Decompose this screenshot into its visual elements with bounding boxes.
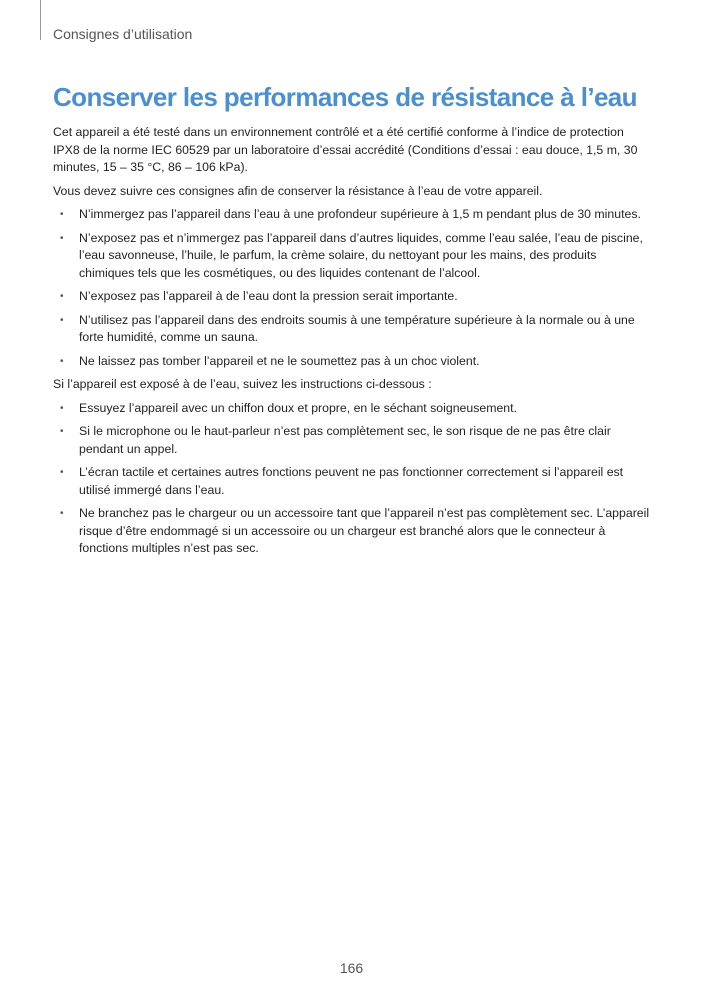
bullet-icon: •	[60, 508, 64, 519]
bullet-icon: •	[60, 355, 64, 367]
bullet-icon: •	[60, 232, 64, 244]
list-item	[53, 423, 653, 458]
list-item-text: Si le microphone ou le haut-parleur n’est pas complètement sec, le son risque de ne pas être clair pendant un appel.	[79, 424, 611, 456]
list-item-text: N’utilisez pas l’appareil dans des endroits soumis à une température supérieure à la normale ou à une forte humidité, comme un sauna.	[79, 312, 635, 344]
list-item	[53, 206, 653, 224]
page-title: Conserver les performances de résistance à l’eau	[53, 82, 637, 112]
list-item-text: Ne branchez pas le chargeur ou un accessoire tant que l’appareil n’est pas complètement sec. L’appareil risque d’être endommagé si un accessoire ou un chargeur est branché alors que le connecteur à fonctions multiples n’est pas sec.	[79, 506, 650, 555]
list-item	[53, 230, 653, 283]
running-header: Consignes d’utilisation	[53, 26, 193, 42]
exposure-intro: Si l’appareil est exposé à de l’eau, suivez les instructions ci-dessous :	[53, 377, 432, 391]
list-item	[53, 505, 653, 558]
bullet-icon: •	[60, 402, 64, 414]
bullet-icon: •	[60, 314, 64, 326]
list-item-text: L’écran tactile et certaines autres fonctions peuvent ne pas fonctionner correctement si l’appareil est utilisé immergé dans l’eau.	[79, 465, 624, 497]
list-item-text: N’exposez pas et n’immergez pas l’appareil dans d’autres liquides, comme l’eau salée, l’eau de piscine, l’eau savonneuse, l’huile, le parfum, la crème solaire, du nettoyant pour les mains, des produits chimiques tels que les cosmétiques, ou des liquides contenant de l’alcool.	[79, 230, 643, 280]
intro-paragraph: Cet appareil a été testé dans un environnement contrôlé et a été certifié conforme à l’indice de protection IPX8 de la norme IEC 60529 par un laboratoire d’essai accrédité (Conditions d’essai : eau douce, 1,5 m, 30 minutes, 15 – 35 °C, 86 – 106 kPa).	[53, 125, 638, 174]
bullet-icon: •	[60, 209, 64, 220]
list-item-text: Essuyez l’appareil avec un chiffon doux et propre, en le séchant soigneusement.	[79, 400, 517, 415]
list-item-text: N’exposez pas l’appareil à de l’eau dont la pression serait importante.	[79, 289, 458, 303]
header-divider	[40, 0, 41, 40]
list-item-text: Ne laissez pas tomber l’appareil et ne le soumettez pas à un choc violent.	[79, 353, 480, 368]
list-item	[53, 400, 653, 418]
exposure-steps-list	[53, 400, 653, 558]
bullet-icon: •	[60, 467, 64, 478]
precautions-list	[53, 206, 653, 370]
bullet-icon: •	[60, 291, 64, 302]
list-item	[53, 312, 653, 347]
list-item-text: N’immergez pas l’appareil dans l’eau à une profondeur supérieure à 1,5 m pendant plus de 30 minutes.	[79, 207, 641, 221]
list-item	[53, 288, 653, 306]
page-content	[53, 124, 653, 564]
intro-paragraph: Vous devez suivre ces consignes afin de conserver la résistance à l’eau de votre appareil.	[53, 183, 543, 198]
list-item	[53, 464, 653, 499]
page-number: 166	[339, 960, 364, 976]
list-item	[53, 353, 653, 371]
bullet-icon: •	[60, 426, 64, 437]
